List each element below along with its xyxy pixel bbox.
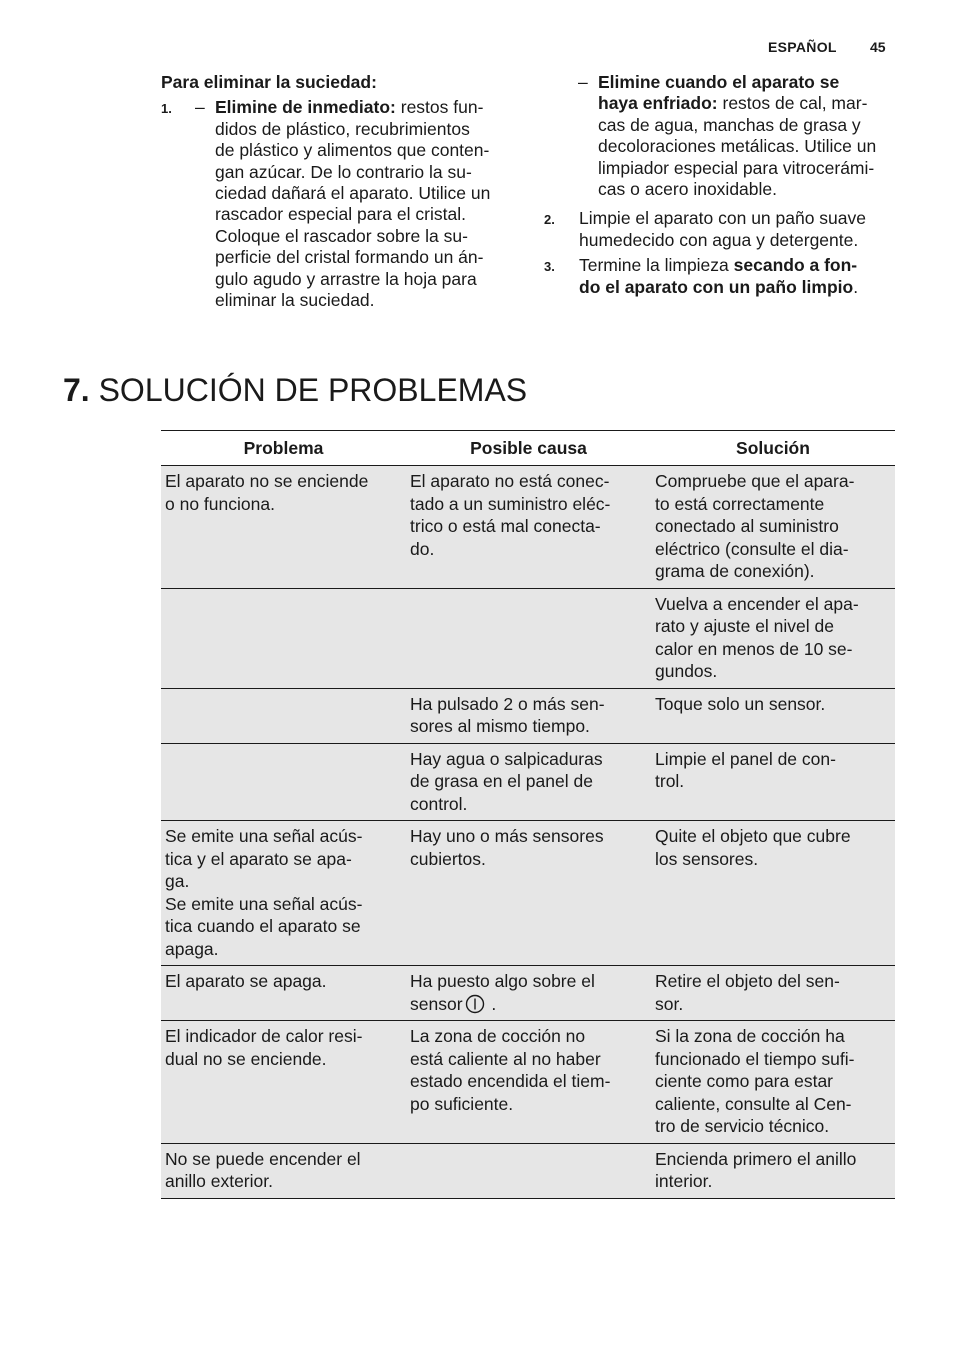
cleaning-step-2 [544,208,904,251]
dash-item-bold: Elimine cuando el aparato se haya enfriado: [598,72,840,114]
table-cell [161,1143,406,1198]
cleaning-right-column [544,72,904,298]
table-cell [161,966,406,1021]
step-number: 1. [161,101,172,117]
table-header-row [161,431,895,466]
dash-item-text [598,72,904,200]
table-row [161,821,895,966]
step-3-body-b: . [853,276,859,297]
table-row [161,688,895,743]
column-header: Posible causa [406,431,651,466]
table-cell [161,588,406,688]
table-cell [161,688,406,743]
cell-text: Toque solo un sensor. [655,693,826,714]
cell-text: La zona de cocción no está caliente al no haber estado encendida el tiem- po suficiente. [410,1026,611,1114]
section-title-text: SOLUCIÓN DE PROBLEMAS [89,372,528,408]
cleaning-step-3 [544,255,904,298]
table-cell [651,743,895,821]
cell-text: El indicador de calor resi- dual no se enciende. [165,1026,363,1069]
table-cell [406,1143,651,1198]
cell-text: El aparato no se enciende o no funciona. [165,471,369,514]
table-row [161,588,895,688]
cell-text: Vuelva a encender el apa- rato y ajuste el nivel de calor en menos de 10 se- gundos. [655,593,859,681]
cell-text: Compruebe que el apara- to está correctamente conectado al suministro eléctrico (consulte el dia- grama de conexión). [655,471,855,581]
cell-text: Hay uno o más sensores cubiertos. [410,826,604,869]
table-cell [406,821,651,966]
table-cell [161,743,406,821]
cell-text: Hay agua o salpicaduras de grasa en el panel de control. [410,748,603,814]
table-cell [651,688,895,743]
cell-text: Limpie el panel de con- trol. [655,748,836,791]
step-3-text [579,255,904,298]
table-cell [406,966,651,1021]
cleaning-step-1 [161,97,521,311]
cell-text: Quite el objeto que cubre los sensores. [655,826,851,869]
step-3-body-a: Termine la limpieza [579,255,734,276]
table-cell [651,1021,895,1144]
cell-text: Si la zona de cocción ha funcionado el tiempo sufi- ciente como para estar caliente, consulte al Cen- tro de servicio técnico. [655,1026,855,1136]
step-3-bold: secando a fon- do el aparato con un paño limpio [579,255,858,297]
page-number: 45 [870,39,886,55]
table-row [161,743,895,821]
table-row [161,466,895,589]
table-cell [406,466,651,589]
cell-text: Encienda primero el anillo interior. [655,1148,857,1191]
step-1-bold: Elimine de inmediato: [215,97,396,118]
step-number: 2. [544,212,555,228]
cleaning-heading: Para eliminar la suciedad: [161,72,377,92]
dash-item-body: restos de cal, mar- cas de agua, manchas de grasa y decoloraciones metálicas. Utilice un limpiador especial para vitrocerámi- cas o acero inoxidable. [598,93,877,200]
section-number: 7. [63,372,90,408]
step-number: 3. [544,259,555,275]
cell-text: Se emite una señal acús- tica y el aparato se apa- ga. Se emite una señal acús- tica cuando el aparato se apaga. [165,826,363,959]
sensor-suffix: . [486,993,497,1014]
step-1-text [215,97,521,311]
table-cell [161,466,406,589]
table-cell [651,1143,895,1198]
dash-bullet: – [195,97,205,118]
cell-text: No se puede encender el anillo exterior. [165,1148,361,1191]
table-row [161,966,895,1021]
troubleshooting-table [161,430,895,1199]
cell-text: El aparato no está conec- tado a un suministro eléc- trico o está mal conecta- do. [410,471,611,559]
column-header: Problema [161,431,406,466]
cell-text: Ha pulsado 2 o más sen- sores al mismo tiempo. [410,693,605,736]
table-cell [406,1021,651,1144]
table-cell [406,588,651,688]
section-title [63,370,527,410]
table-cell [651,466,895,589]
table-cell [406,688,651,743]
table-cell [161,1021,406,1144]
header-language: ESPAÑOL [768,39,837,55]
cleaning-dash-item [544,72,904,200]
table-cell [651,588,895,688]
cell-text: Retire el objeto del sen- sor. [655,971,840,1014]
power-icon [465,994,485,1014]
table-cell [651,966,895,1021]
table-row [161,1021,895,1144]
dash-bullet: – [578,72,588,92]
cell-text: Ha puesto algo sobre el sensor [410,971,595,1014]
cleaning-left-column [161,72,521,311]
cell-text: El aparato se apaga. [165,971,327,991]
table-cell [406,743,651,821]
table-cell [651,821,895,966]
step-2-text: Limpie el aparato con un paño suave humedecido con agua y detergente. [579,208,867,250]
table-row [161,1143,895,1198]
step-1-body: restos fun- didos de plástico, recubrimientos de plástico y alimentos que conten- gan azúcar. De lo contrario la su- ciedad dañará el aparato. Utilice un rascador especial para el cristal. Coloque el rascador sobre la su- perficie del cristal formando un án- gulo agudo y arrastre la hoja para eliminar la suciedad. [215,97,491,311]
column-header: Solución [651,431,895,466]
table-cell [161,821,406,966]
